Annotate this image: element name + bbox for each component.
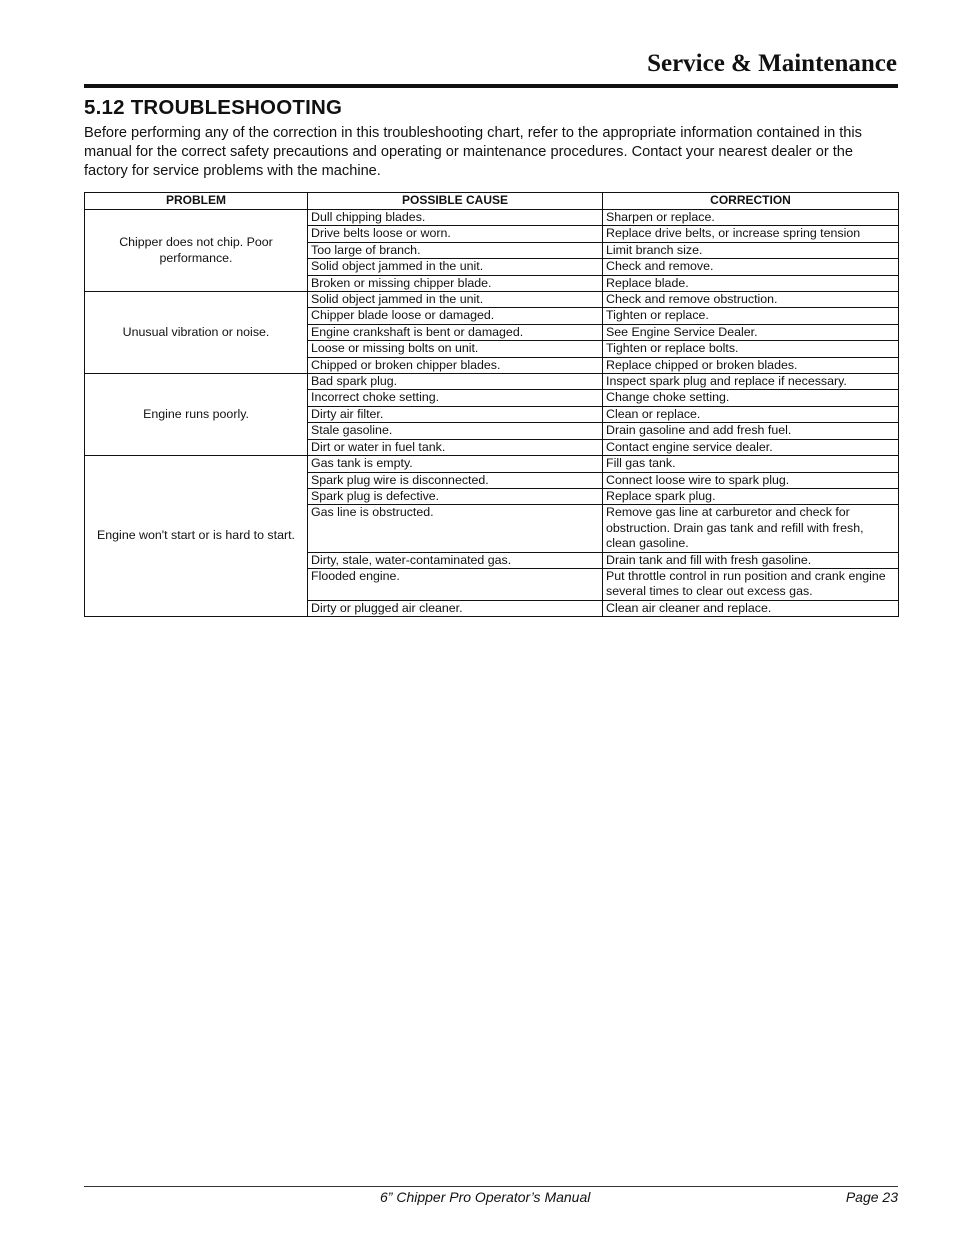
cause-cell: Flooded engine. <box>308 568 603 600</box>
correction-cell: Fill gas tank. <box>603 456 899 472</box>
table-row <box>85 374 899 390</box>
correction-cell: Replace blade. <box>603 275 899 291</box>
cause-cell: Stale gasoline. <box>308 423 603 439</box>
cause-cell: Too large of branch. <box>308 242 603 258</box>
correction-cell: Drain tank and fill with fresh gasoline. <box>603 552 899 568</box>
section-heading <box>84 96 342 120</box>
cause-cell: Dirty or plugged air cleaner. <box>308 600 603 616</box>
cause-cell: Chipped or broken chipper blades. <box>308 357 603 373</box>
correction-cell: Tighten or replace. <box>603 308 899 324</box>
correction-cell: Drain gasoline and add fresh fuel. <box>603 423 899 439</box>
cause-cell: Solid object jammed in the unit. <box>308 292 603 308</box>
correction-cell: See Engine Service Dealer. <box>603 324 899 340</box>
correction-cell: Change choke setting. <box>603 390 899 406</box>
problem-cell: Unusual vibration or noise. <box>85 292 308 374</box>
cause-cell: Dirty air filter. <box>308 406 603 422</box>
section-number: 5.12 <box>84 96 125 119</box>
problem-cell: Engine runs poorly. <box>85 374 308 456</box>
table-header-row <box>85 193 899 210</box>
page-header-title: Service & Maintenance <box>647 50 897 77</box>
cause-cell: Drive belts loose or worn. <box>308 226 603 242</box>
correction-cell: Inspect spark plug and replace if necessary. <box>603 374 899 390</box>
footer-manual-title: 6” Chipper Pro Operator’s Manual <box>380 1189 591 1205</box>
correction-cell: Replace drive belts, or increase spring tension <box>603 226 899 242</box>
correction-cell: Limit branch size. <box>603 242 899 258</box>
correction-cell: Connect loose wire to spark plug. <box>603 472 899 488</box>
correction-cell: Replace spark plug. <box>603 488 899 504</box>
cause-cell: Spark plug wire is disconnected. <box>308 472 603 488</box>
cause-cell: Dirt or water in fuel tank. <box>308 439 603 455</box>
table-row <box>85 292 899 308</box>
cause-cell: Dirty, stale, water-contaminated gas. <box>308 552 603 568</box>
correction-cell: Tighten or replace bolts. <box>603 341 899 357</box>
footer-page-number: Page 23 <box>845 1189 898 1205</box>
table-row <box>85 210 899 226</box>
cause-cell: Solid object jammed in the unit. <box>308 259 603 275</box>
correction-cell: Clean or replace. <box>603 406 899 422</box>
correction-cell: Contact engine service dealer. <box>603 439 899 455</box>
column-header-problem: PROBLEM <box>85 193 308 210</box>
cause-cell: Gas line is obstructed. <box>308 505 603 552</box>
table-body <box>85 210 899 617</box>
section-title: TROUBLESHOOTING <box>130 96 343 119</box>
problem-cell: Chipper does not chip. Poor performance. <box>85 210 308 292</box>
column-header-cause: POSSIBLE CAUSE <box>308 193 603 210</box>
correction-cell: Check and remove obstruction. <box>603 292 899 308</box>
correction-cell: Put throttle control in run position and crank engine several times to clear out excess gas. <box>603 568 899 600</box>
correction-cell: Replace chipped or broken blades. <box>603 357 899 373</box>
column-header-correction: CORRECTION <box>603 193 899 210</box>
cause-cell: Chipper blade loose or damaged. <box>308 308 603 324</box>
troubleshooting-table <box>84 192 899 617</box>
header-rule <box>84 84 898 88</box>
correction-cell: Check and remove. <box>603 259 899 275</box>
correction-cell: Sharpen or replace. <box>603 210 899 226</box>
correction-cell: Remove gas line at carburetor and check for obstruction. Drain gas tank and refill with fresh, clean gasoline. <box>603 505 899 552</box>
intro-paragraph: Before performing any of the correction in this troubleshooting chart, refer to the appropriate information contained in this manual for the correct safety precautions and operating or maintenance procedures. Contact your nearest dealer or the factory for service problems with the machine. <box>84 125 862 179</box>
cause-cell: Loose or missing bolts on unit. <box>308 341 603 357</box>
cause-cell: Spark plug is defective. <box>308 488 603 504</box>
cause-cell: Broken or missing chipper blade. <box>308 275 603 291</box>
problem-cell: Engine won't start or is hard to start. <box>85 456 308 617</box>
footer-rule <box>84 1186 898 1187</box>
correction-cell: Clean air cleaner and replace. <box>603 600 899 616</box>
cause-cell: Incorrect choke setting. <box>308 390 603 406</box>
cause-cell: Bad spark plug. <box>308 374 603 390</box>
cause-cell: Engine crankshaft is bent or damaged. <box>308 324 603 340</box>
table-row <box>85 456 899 472</box>
cause-cell: Dull chipping blades. <box>308 210 603 226</box>
cause-cell: Gas tank is empty. <box>308 456 603 472</box>
